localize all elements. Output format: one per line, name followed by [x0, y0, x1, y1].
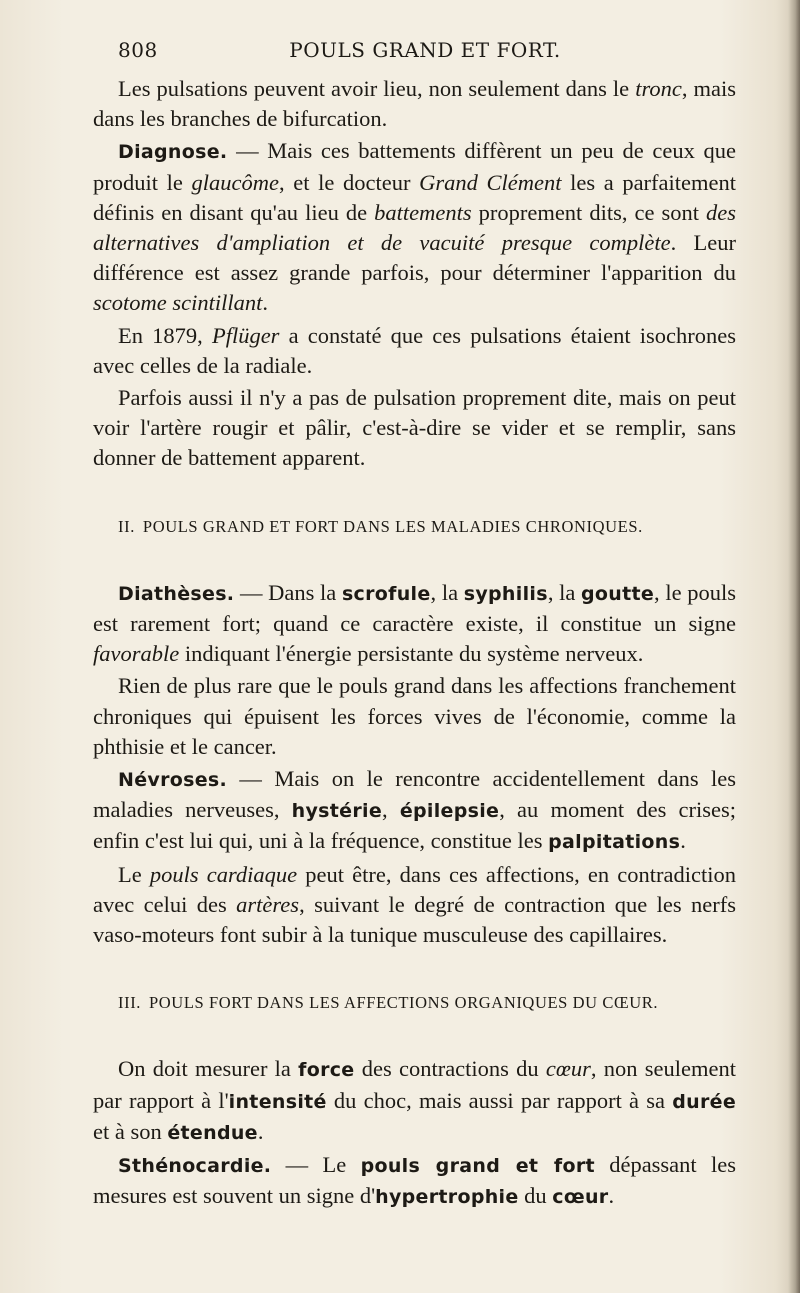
text-run: et à son	[93, 1118, 168, 1144]
paragraph	[93, 136, 736, 318]
italic-text: Pflüger	[211, 322, 280, 348]
text-run: des contractions du	[354, 1056, 546, 1082]
italic-text: favorable	[93, 641, 180, 667]
bold-term: goutte	[581, 582, 655, 605]
italic-text: cœur	[545, 1056, 591, 1082]
bold-term: Diathèses.	[118, 582, 235, 605]
paragraph	[93, 74, 736, 134]
italic-text: artères	[236, 891, 300, 917]
bold-term: étendue	[167, 1121, 258, 1144]
bold-term: Diagnose.	[118, 141, 228, 164]
bold-term: Névroses.	[118, 769, 228, 792]
bold-term: durée	[672, 1090, 737, 1113]
italic-text: scotome scintillant	[93, 290, 263, 316]
section-title-text: POULS FORT DANS LES AFFECTIONS ORGANIQUES DU CŒUR.	[149, 993, 659, 1013]
text-run: Parfois aussi il n'y a pas de pulsation proprement dite, mais on peut voir l'artère rougir et pâlir, c'est-à-dire se vider et se remplir, sans donner de battement apparent.	[93, 385, 736, 471]
text-run: . Leur différence est assez grande parfois, pour déterminer l'apparition du	[93, 230, 736, 286]
text-run: Rien de plus rare que le pouls grand dans les affections franchement chroniques qui épuisent les forces vives de l'économie, comme la phthisie et le cancer.	[93, 673, 736, 759]
text-run: a constaté que ces pulsations étaient isochrones avec celles de la radiale.	[93, 322, 736, 378]
bold-term: syphilis	[463, 582, 548, 605]
italic-text: pouls cardiaque	[149, 861, 298, 887]
bold-term: hypertrophie	[375, 1186, 519, 1209]
text-run: les a parfaitement définis en disant qu'au lieu de	[93, 169, 737, 225]
paragraph-group-middle	[93, 578, 736, 950]
bold-term: scrofule	[341, 582, 431, 605]
text-run: — Dans la	[234, 579, 342, 605]
bold-term: force	[298, 1059, 355, 1082]
page-number: 808	[118, 38, 158, 62]
running-title: POULS GRAND ET FORT.	[289, 38, 561, 62]
paragraph	[93, 1150, 736, 1212]
italic-text: tronc	[635, 76, 682, 101]
paragraph-group-bottom	[93, 1054, 736, 1212]
text-run: , mais dans les branches de bifurcation.	[93, 76, 736, 132]
section-numeral: II.	[118, 516, 135, 536]
italic-text: battements	[374, 199, 472, 225]
italic-text: glaucôme	[191, 169, 279, 195]
text-run: ,	[382, 797, 400, 823]
text-run: , et le docteur	[278, 169, 420, 195]
bold-term: intensité	[228, 1090, 327, 1113]
text-run: , au moment des crises; enfin c'est lui qui, uni à la fréquence, constitue les	[93, 797, 736, 854]
bold-term: hystérie	[291, 800, 383, 823]
text-run: — Le	[271, 1152, 361, 1178]
text-run: , la	[430, 579, 464, 605]
section-numeral: III.	[118, 993, 142, 1013]
text-run: indiquant l'énergie persistante du système nerveux.	[179, 641, 644, 667]
text-run: , le pouls est rarement fort; quand ce caractère existe, il constitue un signe	[93, 579, 736, 637]
paragraph	[93, 578, 736, 670]
paragraph-group-top	[93, 74, 736, 474]
text-run: , suivant le degré de contraction que les nerfs vaso-moteurs font subir à la tunique musculeuse des capillaires.	[93, 891, 736, 948]
text-run: — Mais ces battements diffèrent un peu de ceux que produit le	[93, 138, 736, 195]
text-run: proprement dits, ce sont	[471, 199, 706, 225]
bold-term: cœur	[552, 1186, 609, 1209]
text-run: On doit mesurer la	[118, 1056, 299, 1082]
page-edge-shadow	[788, 0, 800, 1293]
section-heading-coeur	[93, 988, 736, 1018]
text-run: En 1879,	[118, 322, 212, 348]
text-run: .	[680, 828, 686, 854]
text-run: dépassant les mesures est souvent un signe d'	[93, 1152, 736, 1209]
section-title-text: POULS GRAND ET FORT DANS LES MALADIES CHRONIQUES.	[142, 516, 643, 536]
paragraph	[93, 860, 736, 951]
text-run: .	[262, 290, 268, 316]
text-run: du	[518, 1183, 553, 1209]
bold-term: Sthénocardie.	[118, 1155, 272, 1178]
paragraph	[93, 671, 736, 762]
paragraph	[93, 764, 736, 858]
text-run: , la	[547, 579, 581, 605]
bold-term: palpitations	[548, 831, 681, 854]
paragraph	[93, 383, 736, 474]
italic-text: Grand Clément	[419, 169, 562, 195]
page-body	[93, 74, 736, 1213]
section-heading-chroniques	[93, 512, 736, 542]
italic-text: des alternatives d'ampliation et de vacuité presque complète	[93, 199, 736, 256]
paragraph	[93, 321, 736, 381]
text-run: Le	[118, 861, 150, 887]
bold-term: pouls grand et fort	[360, 1155, 595, 1178]
paragraph	[93, 1054, 736, 1148]
text-run: .	[608, 1183, 615, 1209]
text-run: .	[257, 1118, 264, 1144]
text-run: peut être, dans ces affections, en contradiction avec celui des	[93, 861, 737, 917]
running-header	[118, 38, 732, 68]
text-run: — Mais on le rencontre accidentellement dans les maladies nerveuses,	[93, 766, 736, 823]
text-run: Les pulsations peuvent avoir lieu, non seulement dans le	[118, 76, 636, 101]
text-run: , non seulement par rapport à l'	[93, 1056, 736, 1113]
bold-term: épilepsie	[399, 800, 500, 823]
text-run: du choc, mais aussi par rapport à sa	[326, 1087, 673, 1113]
